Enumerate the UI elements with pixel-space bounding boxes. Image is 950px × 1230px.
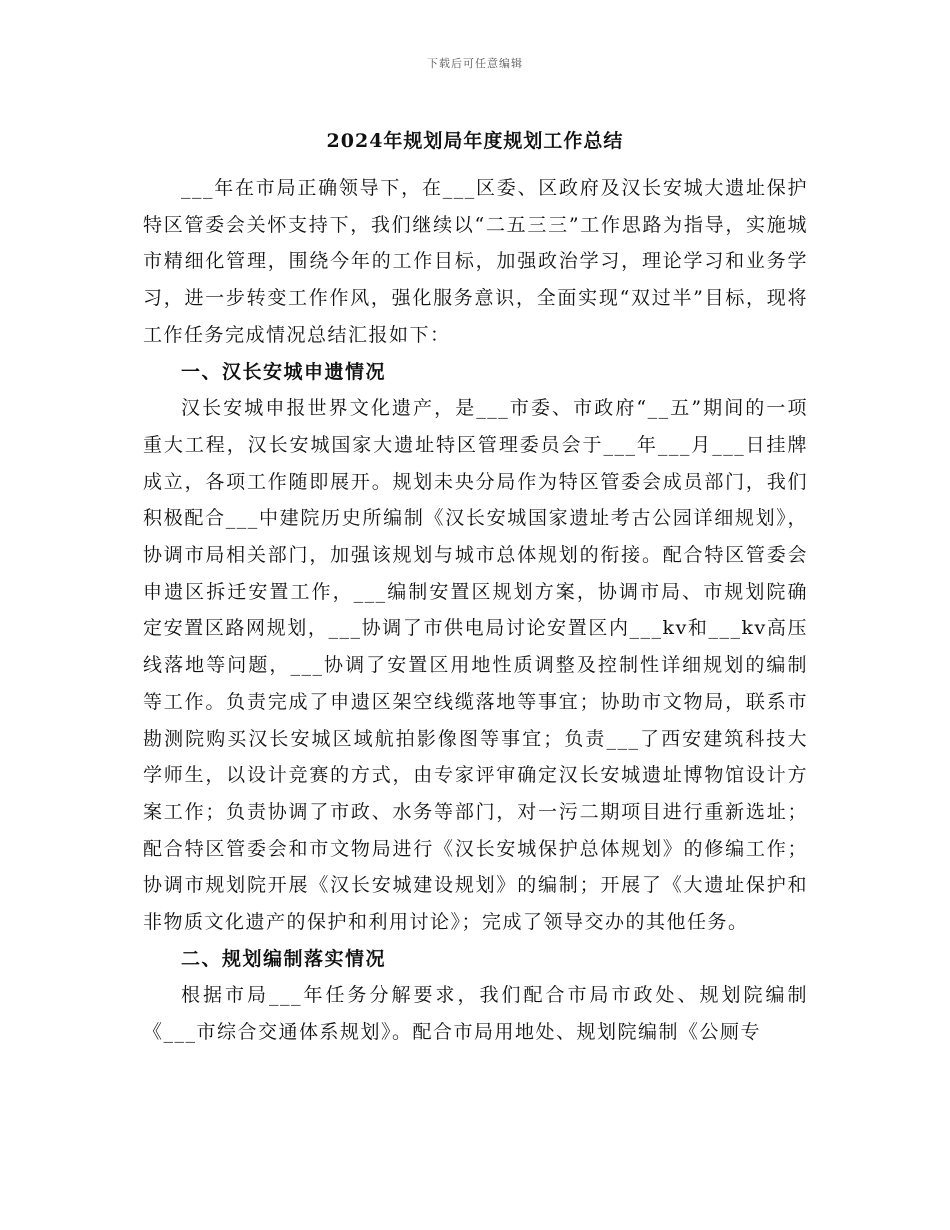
- section-2-heading: 二、规划编制落实情况: [181, 947, 387, 970]
- section-1-paragraph: 汉长安城申报世界文化遗产，是___市委、市政府“__五”期间的一项重大工程，汉长安城国家大遗址特区管理委员会于___年___月___日挂牌成立，各项工作随即展开。规划未央分局作为特区管委会成员部门，我们积极配合___中建院历史所编制《汉长安城国家遗址考古公园详细规划》，协调市局相关部门，加强该规划与城市总体规划的衔接。配合特区管委会申遗区拆迁安置工作，___编制安置区规划方案，协调市局、市规划院确定安置区路网规划，___协调了市供电局讨论安置区内___kv和___kv高压线落地等问题，___协调了安置区用地性质调整及控制性详细规划的编制等工作。负责完成了申遗区架空线缆落地等事宜；协助市文物局，联系市勘测院购买汉长安城区域航拍影像图等事宜；负责___了西安建筑科技大学师生，以设计竞赛的方式，由专家评审确定汉长安城遗址博物馆设计方案工作；负责协调了市政、水务等部门，对一污二期项目进行重新选址；配合特区管委会和市文物局进行《汉长安城保护总体规划》的修编工作；协调市规划院开展《汉长安城建设规划》的编制；开展了《大遗址保护和非物质文化遗产的保护和利用讨论》；完成了领导交办的其他任务。: [143, 397, 808, 934]
- page-title: 2024年规划局年度规划工作总结: [326, 130, 624, 152]
- section-1-heading: 一、汉长安城申遗情况: [181, 360, 387, 383]
- document-body: [143, 170, 808, 1051]
- intro-paragraph: ___年在市局正确领导下，在___区委、区政府及汉长安城大遗址保护特区管委会关怀支持下，我们继续以“二五三三”工作思路为指导，实施城市精细化管理，围绕今年的工作目标，加强政治学习，理论学习和业务学习，进一步转变工作作风，强化服务意识，全面实现“双过半”目标，现将工作任务完成情况总结汇报如下：: [143, 177, 808, 346]
- section-2-paragraph: 根据市局___年任务分解要求，我们配合市局市政处、规划院编制《___市综合交通体系规划》。配合市局用地处、规划院编制《公厕专: [143, 984, 808, 1044]
- watermark-text: 下载后可任意编辑: [427, 57, 523, 70]
